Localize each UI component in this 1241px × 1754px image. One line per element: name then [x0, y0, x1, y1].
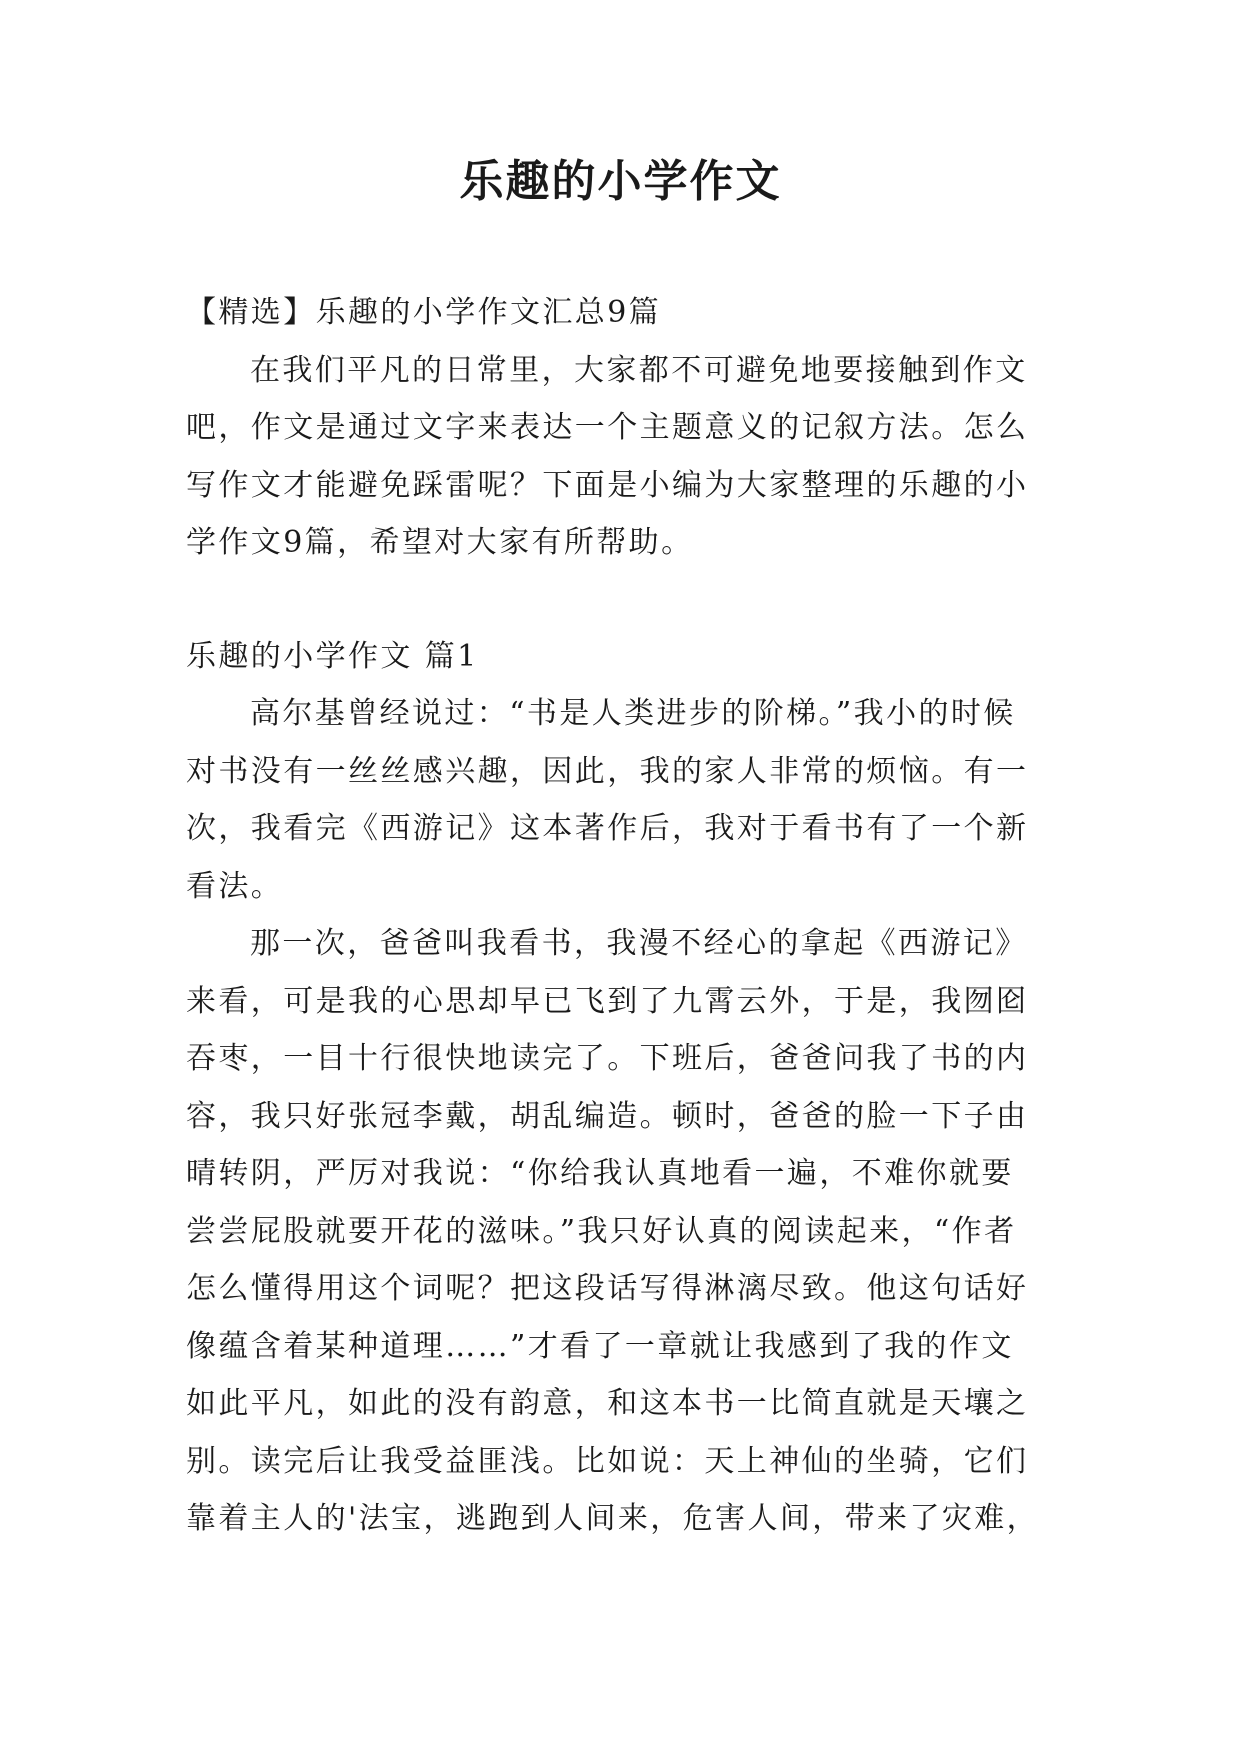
- body-paragraph-1: 高尔基曾经说过：“书是人类进步的阶梯。”我小的时候对书没有一丝丝感兴趣，因此，我的家人非常的烦恼。有一次，我看完《西游记》这本著作后，我对于看书有了一个新看法。: [186, 696, 1029, 904]
- intro-paragraph: 在我们平凡的日常里，大家都不可避免地要接触到作文吧，作文是通过文字来表达一个主题意义的记叙方法。怎么写作文才能避免踩雷呢？下面是小编为大家整理的乐趣的小学作文9篇，希望对大家有所帮助。: [186, 352, 1029, 560]
- body-paragraph-2: 那一次，爸爸叫我看书，我漫不经心的拿起《西游记》来看，可是我的心思却早已飞到了九霄云外，于是，我囫囵吞枣，一目十行很快地读完了。下班后，爸爸问我了书的内容，我只好张冠李戴，胡乱编造。顿时，爸爸的脸一下子由晴转阴，严厉对我说：“你给我认真地看一遍，不难你就要尝尝屁股就要开花的滋味。”我只好认真的阅读起来，“作者怎么懂得用这个词呢？把这段话写得淋漓尽致。他这句话好像蕴含着某种道理……”才看了一章就让我感到了我的作文如此平凡，如此的没有韵意，和这本书一比简直就是天壤之别。读完后让我受益匪浅。比如说：天上神仙的坐骑，它们靠着主人的'法宝，逃跑到人间来，危害人间，带来了灾难，: [186, 926, 1040, 1536]
- document-subtitle: 【精选】乐趣的小学作文汇总9篇: [186, 295, 662, 330]
- document-title: 乐趣的小学作文: [459, 156, 782, 207]
- document-body: [186, 284, 1046, 1548]
- section-heading: 乐趣的小学作文 篇1: [186, 638, 479, 674]
- section-spacer: [186, 572, 1046, 628]
